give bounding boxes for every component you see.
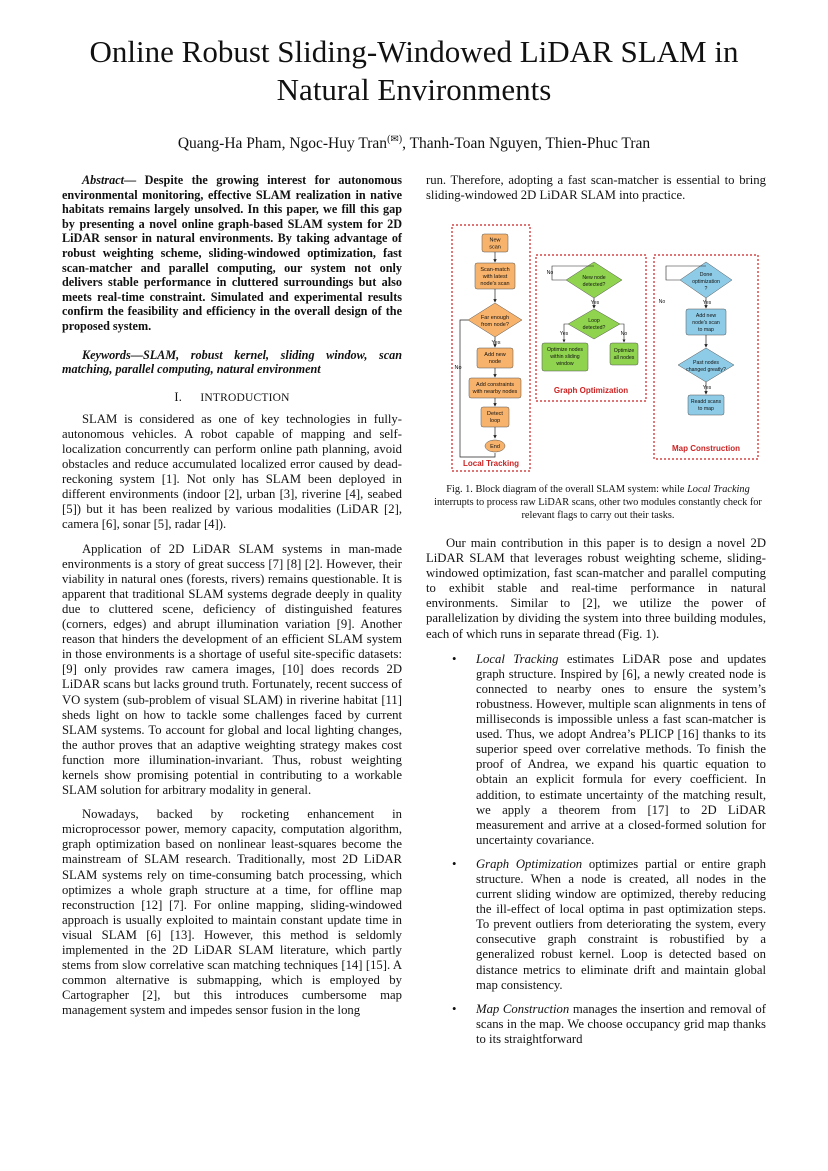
readd-line-2: to map [698,406,714,412]
right-column-top [426,173,766,203]
abstract-label: Abstract— [82,173,137,187]
past-changed-line-1: Past nodes [693,360,719,366]
add-scan-line-1: Add new [695,313,717,319]
done-opt-line-3: ? [704,286,708,292]
bullet-text: optimizes partial or entire graph structure. When a node is created, all nodes in the current sliding window are optimized, thereby reducing the ill-effect of local optima in past optimization steps. To prevent outliers from deteriorating the system, every consecutive graph constraint is robustified by a generalized robust kernel. Loop is detected based on distance metrics to eliminate drift and maintain global map consistency. [476,856,766,992]
loop-detected-no: No [620,331,628,337]
past-changed-yes: Yes [702,385,712,391]
optimize-all-line-2: all nodes [613,355,635,361]
add-constraints-line-1: Add constraints [476,382,514,388]
authors-part-1: Quang-Ha Pham, Ngoc-Huy Tran [177,135,388,153]
caption-part-1: Fig. 1. Block diagram of the overall SLAM system: while [446,484,688,495]
bullet-icon: • [452,1001,457,1016]
add-constraints-line-2: with nearby nodes [472,389,518,395]
loop-detected-decision [568,309,620,339]
keywords: Keywords—SLAM, robust kernel, sliding window, scan matching, parallel computing, natural environment [62,347,402,377]
right-column-bottom [426,536,766,1056]
bullet-icon: • [452,856,457,871]
abstract [62,173,402,334]
intro-paragraph-3: Nowadays, backed by rocketing enhancement in microprocessor power, memory capacity, computation algorithm, graph optimization based on nonlinear least-squares become the mainstream of SLAM research. Traditionally, most 2D LiDAR SLAM systems rely on time-consuming batch processing, which optimizes a whole graph structure at a time, for offline map reconstruction [12] [7]. For online mapping, sliding-windowed approach is usually exploited to maintain constant update time in visual SLAM [6] [13]. However, this method is seldomly implemented in the 2D LiDAR SLAM literature, which partly stems from slow correlative scan matching techniques [14] [15]. A common alternative is submapping, which is employed by Cartographer [2], but this introduces cumbersome map management system and impedes sensor fusion in the long [62,807,402,1018]
new-node-yes: Yes [590,300,600,306]
readd-line-1: Readd scans [690,399,722,405]
far-enough-line-1: Far enough [480,315,510,321]
figure-1-caption [430,483,766,522]
detect-loop-block [481,407,509,427]
graph-optimization-title: Graph Optimization [553,386,629,395]
done-opt-no: No [658,299,666,305]
new-node-line-2: detected? [582,282,606,288]
new-scan-line-2: scan [489,244,501,251]
intro-paragraph-4: Our main contribution in this paper is to design a novel 2D LiDAR SLAM that leverages robust weighting scheme, sliding-windowed optimization, fast scan-matcher and parallel computing to exhibit stable and real-time performance in natural environments. Similar to [2], we utilize the power of parallelization by dividing the system into three building modules, each of which runs in separate thread (Fig. 1). [426,536,766,641]
intro-paragraph-3-continued: run. Therefore, adopting a fast scan-matcher is essential to bring sliding-windowed 2D LiDAR SLAM into practice. [426,173,766,203]
new-node-no: No [546,270,554,276]
authors-part-2: , Thanh-Toan Nguyen, Thien-Phuc Tran [402,135,651,153]
bullet-text: estimates LiDAR pose and updates graph structure. Inspired by [6], a newly created node is connected to nearby ones to ensure the system’s robustness. However, multiple scan alignments in tens of milliseconds is impossible unless a fast scan-matcher is used. Thus, we adopt Andrea’s PLICP [16] thanks to its superior speed over correlative methods. To finish the proof of Andrea, we expand his quartic equation to obtain an explicit formula for every coefficient. In addition, to estimate uncertainty of the matching result, we apply a theorem from [17] to 2D LiDAR measurement and arrive at a closed-formed solution for uncertainty covariance. [476,651,767,847]
optimize-window-line-3: window [556,361,574,367]
paper-title: Online Robust Sliding-Windowed LiDAR SLAM in Natural Environments [89,34,739,107]
map-construction-title: Map Construction [672,444,740,453]
readd-scans-block [688,395,724,415]
local-tracking-title: Local Tracking [462,459,520,468]
past-changed-line-2: changed greatly? [686,367,726,373]
intro-paragraph-2: Application of 2D LiDAR SLAM systems in man-made environments is a story of great success [7] [8] [2]. However, their viability in natural ones (forests, rivers) remains questionable. It is apparent that traditional SLAM systems degrade deeply in quality due to cluttered scene, deficiency of distinguished features (corners, edges) and abrupt illumination variation [9]. Another reason that hinders the development of an efficient SLAM system in those environments is a shortage of useful site-specific datasets: [9] only provides raw camera images, [10] does records 2D LiDAR scans but lacks ground truth. Fortunately, recent success of VO system (sub-problem of visual SLAM) in riverine habitat [11] sheds light on how to tackle some challenges faced by current SLAM systems. To account for global and local lighting changes, the author proves that an adaptive weighting strategy makes cost function more illumination-invariant. Thus, robust weighting kernels show promising potential in contributing to a workable SLAM solution for arbitrary modality in general. [62,541,402,798]
scan-match-line-2: with latest [482,274,508,280]
optimize-window-line-1: Optimize nodes [546,347,584,353]
loop-detected-line-1: Loop [588,318,600,324]
caption-part-2: interrupts to process raw LiDAR scans, other two modules constantly check for relevant flags to carry out their tasks. [434,497,762,521]
list-item [426,1002,766,1047]
detect-loop-line-1: Detect [487,411,503,417]
new-node-line-1: New node [582,275,606,281]
bullet-term: Map Construction [476,1001,570,1016]
system-block-diagram [448,222,768,480]
optimize-all-block [610,343,638,365]
author-list [40,134,788,153]
add-scan-line-3: to map [698,327,714,333]
done-opt-line-1: Done [699,272,713,278]
far-enough-line-2: from node? [481,322,509,328]
bullet-term: Graph Optimization [476,856,583,871]
add-node-line-1: Add new [484,352,506,358]
new-scan-line-1: New [489,237,501,244]
add-scan-line-2: node's scan [692,320,720,326]
bullet-icon: • [452,651,457,666]
section-number: I. [174,389,183,404]
add-node-block [477,348,513,368]
scan-match-line-3: node's scan [480,281,510,287]
end-label: End [490,444,500,450]
detect-loop-line-2: loop [489,418,501,424]
corresponding-author-mark: (✉) [387,134,403,145]
section-title: INTRODUCTION [200,391,290,404]
abstract-text: Despite the growing interest for autonomous environmental monitoring, effective SLAM realization in native habitats remains largely unsolved. In this paper, we fill this gap by presenting a novel online graph-based SLAM system for 2D LiDAR sensor in natural environments. By taking advantage of robust weighting scheme, sliding-windowed optimization, fast scan-matcher and parallel computing, our system not only delivers stable performance in cluttered surroundings but also meets real-time constraint. Simulated and experimental results confirm the feasibility and efficiency in the overall design of the proposed system. [62,173,402,333]
done-opt-yes: Yes [702,300,712,306]
block-diagram-svg [448,222,768,480]
optimize-window-line-2: within sliding [550,354,580,360]
far-enough-no: No [454,365,462,371]
add-constraints-block [469,378,521,398]
module-list [426,652,766,1047]
optimize-all-line-1: Optimize [613,348,635,354]
list-item [426,652,766,848]
list-item [426,857,766,993]
caption-term: Local Tracking [687,484,750,495]
far-enough-yes: Yes [491,340,501,346]
done-opt-line-2: optimization [692,279,720,285]
loop-detected-line-2: detected? [582,325,606,331]
left-column [62,173,402,1018]
intro-paragraph-1: SLAM is considered as one of key technologies in fully-autonomous vehicles. A robot capable of mapping and self-localization concurrently can perform online path planning, avoid obstacles and reduce accumulated localized error caused by dead-reckoning system [1]. Not only has SLAM been deployed in different environments (indoor [2], urban [3], riverine [4], seabed [5]) but it has been realized by various modalities (LiDAR [2], camera [6], sonar [5], radar [4]). [62,411,402,532]
bullet-term: Local Tracking [476,651,559,666]
loop-detected-yes: Yes [559,331,569,337]
add-node-line-2: node [488,359,502,365]
scan-match-line-1: Scan-match [480,267,510,273]
bullet-text: manages the insertion and removal of scans in the map. We choose occupancy grid map thanks to its straightforward [476,1001,766,1046]
section-heading-introduction [62,390,402,406]
